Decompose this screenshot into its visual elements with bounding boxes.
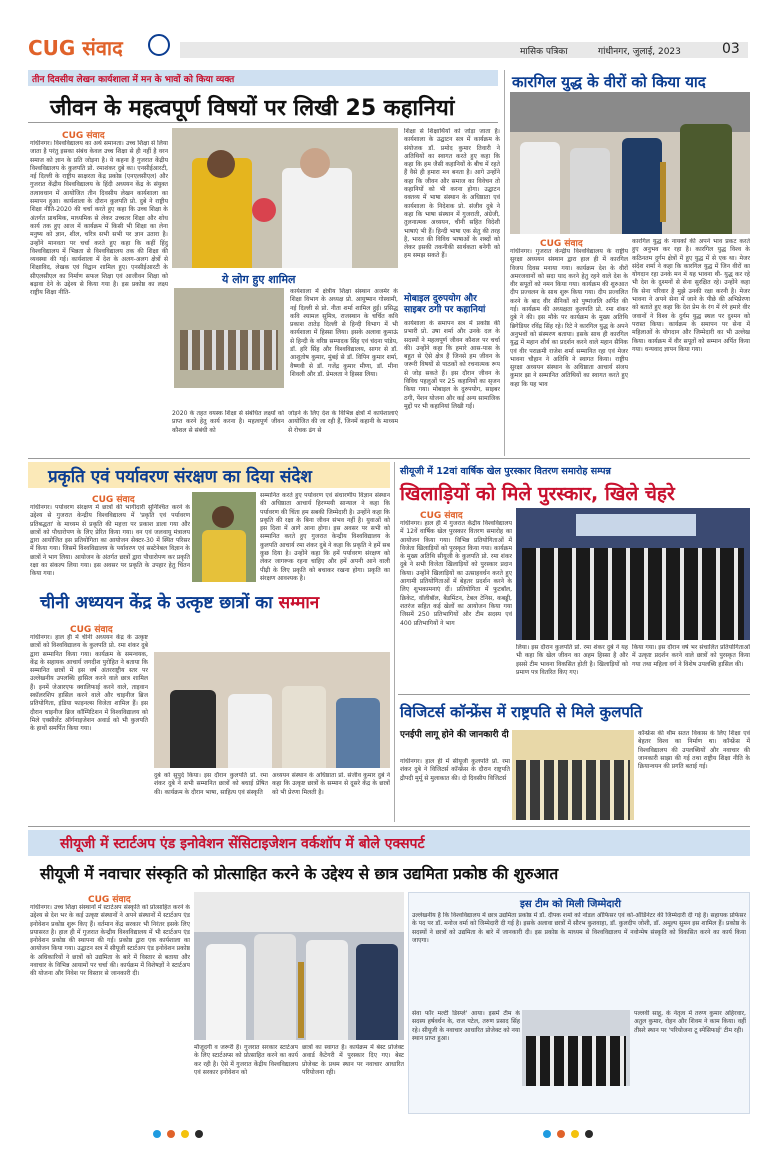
divider bbox=[398, 694, 750, 695]
footer-dots-right bbox=[540, 1130, 596, 1138]
masthead bbox=[0, 0, 770, 70]
startup-photo bbox=[194, 892, 404, 1040]
sports-byline-tag: CUG संवाद bbox=[420, 511, 463, 521]
visitors-photo bbox=[512, 730, 634, 820]
visitors-col-1: गांधीनगर। हाल ही में सीयूजी कुलपति प्रो. रमा शंकर दुबे ने विजिटर्स कॉन्फ्रेंस के दौरान राष्ट्रपति द्रौपदी मुर्मू से मुलाकात की। दो दिवसीय विजिटर्स bbox=[400, 758, 510, 782]
story-sub-headline: मोबाइल दुरुपयोग और साइबर ठगी पर कहानियां bbox=[404, 294, 486, 315]
caption-text: कार्यशाला में क्षेत्रीय शिक्षा संस्थान अजमेर के शिक्षा विभाग के अध्यक्ष प्रो. आयुष्मान गोस्वामी, नई दिल्ली से प्रो. नीता शर्मा शामिल हुईं। प्रसिद्ध कवि श्यामल सुमित्र, राजस्थान के चर्चित कवि प्रकाश तातेड़ दिल्ली से हिन्दी विभाग में भी कार्यशाला में हिस्सा लिया। इसके अलावा कुमाऊं से हिन्दी के वरिष्ठ सम्पादक सिंह एवं चंदना पांडेय, डॉ. हरि सिंह और विश्वविद्यालय, सागर से डॉ. आशुतोष कुमार, मुंबई से डॉ. विपिन कुमार शर्मा, वैष्णवी से डॉ. गजेंद्र कुमार मीणा, डॉ. मीना शिवली और डॉ. प्रेमलता ने हिस्सा लिया। bbox=[290, 288, 398, 378]
footer-dot bbox=[571, 1130, 579, 1138]
environment-headline: प्रकृति एवं पर्यावरण संरक्षण का दिया संदेश bbox=[48, 467, 312, 487]
person-figure bbox=[170, 690, 216, 768]
team-box-col-2: पल्लवी साहू, के नेतृत्व में तरुण कुमार अहिरवार, अतुल कुमार, रोहन और शिवम ने काम किया। वहीं तीसरे स्थान पर 'परियोजना टू स्पेसिफाई' टीम रही। bbox=[634, 1010, 746, 1034]
group-photo bbox=[174, 288, 284, 388]
environment-byline-tag: CUG संवाद bbox=[92, 495, 135, 505]
story-below-photo-b: जोड़ने के लिए देश के विभिन्न क्षेत्रों में कार्यशालाएं आयोजित की जा रही हैं, जिनमें कहानी के माध्यम से रोचक ढंग से bbox=[288, 410, 398, 434]
story-kicker: तीन दिवसीय लेखन कार्यशाला में मन के भावों को किया व्यक्त bbox=[32, 75, 235, 85]
lamp-icon bbox=[660, 162, 666, 222]
masthead-place-date: गांधीनगर, जुलाई, 2023 bbox=[598, 47, 681, 57]
sports-headline-a: खिलाड़ियों को मिले पुरस्कार, bbox=[400, 483, 599, 505]
chinese-headline bbox=[40, 590, 319, 613]
column-divider bbox=[394, 462, 395, 650]
visitors-sub: एनईपी लागू होने की जानकारी दी bbox=[400, 730, 509, 740]
story-col-3b: कार्यशाला के समापन सत्र में प्रकोष्ठ की प्रभारी प्रो. उषा शर्मा और उनके दल के सदस्यों ने महत्वपूर्ण जीवन कौशल पर चर्चा की। उन्होंने कहा कि हमारे आस-पास के बहुत से ऐसे क्षेत्र हैं जिनसे हम जीवन के जरूरी विषयों से पाठकों को रचनात्मक रूप से जोड़ सकते हैं। इस दौरान जीवन के विविध पहलुओं पर 25 कहानियों का सृजन किया गया। मोबाइल के दुरुपयोग, साइबर ठगी, पेंशन योजना और कई अन्य सामाजिक मुद्दों पर भी कहानियां लिखी गईं। bbox=[404, 320, 500, 410]
stage-backdrop bbox=[194, 892, 404, 932]
footer-dot bbox=[557, 1130, 565, 1138]
planting-photo bbox=[192, 492, 256, 582]
divider bbox=[28, 458, 750, 459]
person-figure bbox=[520, 142, 560, 234]
chinese-byline-tag: CUG संवाद bbox=[70, 625, 113, 635]
sports-col-2: लिया। इस दौरान कुलपति प्रो. रमा शंकर दुबे ने यह भी कहा कि खेल जीवन का अहम हिस्सा है और इससे टीम भावना विकसित होती है। खिलाड़ियों को प्रमाण पत्र वितरित किए गए। bbox=[516, 644, 628, 676]
column-divider bbox=[504, 70, 505, 456]
person-figure bbox=[282, 168, 352, 268]
footer-dot bbox=[195, 1130, 203, 1138]
divider bbox=[28, 826, 750, 827]
kargil-photo bbox=[510, 92, 750, 234]
story-col-1: गांधीनगर। विश्वविद्यालय का अर्थ समानता। उच्च शिक्षा से लिया जाता है परंतु इसका संबंध केवल उच्च शिक्षा से ही नहीं है वरन समाज को ज्ञान के प्रति जोड़ना है। ये कहना है गुजरात केंद्रीय विश्वविद्यालय के कुलपति प्रो. रमाशंकर दुबे का। एनसीईआरटी, नई दिल्ली के राष्ट्रीय साक्षरता केंद्र प्रकोष्ठ (एनएलसीएल) और गुजरात केंद्रीय विश्वविद्यालय के हिंदी अध्ययन केंद्र के संयुक्त तत्वावधान में आयोजित तीन दिवसीय लेखन कार्यशाला का समापन हुआ। कार्यशाला के दौरान कुलपति प्रो. दुबे ने राष्ट्रीय शिक्षा नीति-2020 की चर्चा करते हुए कहा कि उच्च शिक्षा के अंतर्गत प्राथमिक, माध्यमिक से लेकर उच्चतर शिक्षा और शोध कार्य तक हुए आज में कार्यक्रम में किसी भी शिक्षा का लेना मनुष्य को ज्ञान, शील, चरित्र सभी सभी पर ज्ञान उतारा है। उन्होंने मानवता पर चर्चा करते हुए कहा कि कहीं हिंदु विश्वविद्यालय में भिन्नता से विश्वविद्यालय तक की शिक्षा की व्यवस्था की गई। कार्यशाला में देश के अलग-अलग क्षेत्रों से शिक्षाविद, लेखक एवं विद्वान शामिल हुए। एनसीईआरटी के सीएलसीएल का निर्माण सफल शिक्षा एवं आजीवन शिक्षा को बढ़ावा देने के उद्देश्य से किया गया है। इस प्रकोष्ठ का लक्ष्य राष्ट्रीय शिक्षा नीति- bbox=[30, 140, 168, 297]
kargil-byline-tag: CUG संवाद bbox=[540, 239, 583, 249]
story-below-photo-a: 2020 के तहत वयस्क शिक्षा से संबंधित लक्ष्यों को प्राप्त करने हेतु कार्य करना है। महत्वपूर्ण जीवन कौशल से संबंधी को bbox=[172, 410, 284, 434]
lamp-icon bbox=[298, 962, 304, 1038]
environment-col-1: गांधीनगर। पर्यावरण संरक्षण में छात्रों की भागीदारी सुनिश्चित करने के उद्देश्य से गुजरात केन्द्रीय विश्वविद्यालय में 'प्रकृति एवं पर्यावरण प्रतिबद्धता' के माध्यम से प्रकृति की महत्ता पर प्रकाश डाला गया और छात्रों को पौधारोपण के लिए प्रेरित किया गया। वन एवं जलवायु मंत्रालय द्वारा आयोजित इस प्रतियोगिता का आयोजन सेक्टर-30 में स्थित परिसर में किया गया। जिसमें विश्वविद्यालय के पर्यावरण एवं सस्टेनेबल विज्ञान के छात्रों ने भाग लिया। आयोजन के अंतर्गत छात्रों द्वारा पौधारोपण कर प्रकृति रक्षा का संकल्प लिया गया। इस अवसर पर प्रकृति के उपहार हेतु चिंतन किया गया। bbox=[30, 504, 190, 578]
divider bbox=[28, 122, 498, 123]
delegate-row bbox=[516, 760, 630, 820]
person-figure bbox=[254, 934, 296, 1040]
sports-headline bbox=[400, 480, 675, 506]
person-figure bbox=[228, 694, 272, 768]
sports-kicker: सीयूजी में 12वां वार्षिक खेल पुरस्कार वितरण समारोह सम्पन्न bbox=[400, 466, 611, 477]
chinese-caption-b: अध्ययन संस्थान के अधिष्ठाता प्रो. संजीव कुमार दुबे ने कहा कि उत्कृष्ट छात्रों के सम्मान से दूसरे केंद्र के छात्रों को भी प्रेरणा मिलती है। bbox=[272, 772, 390, 796]
startup-byline-tag: CUG संवाद bbox=[88, 895, 131, 905]
brand-logo: CUG संवाद bbox=[28, 36, 123, 60]
environment-col-2: सम्मानित करते हुए पर्यावरण एवं संधारणीय विज्ञान संस्थान की अधिष्ठाता आचार्य हिरण्मयी सान्याल ने कहा कि पर्यावरण की चिंता हम सबकी जिम्मेदारी है। उन्होंने कहा कि प्रकृति की रक्षा के बिना जीवन संभव नहीं है। युवाओं को इस दिशा में आगे आना होगा। इस अवसर पर सभी को सम्मानित करते हुए गुजरात केन्द्रीय विश्वविद्यालय के कुलपति आचार्य रमा शंकर दुबे ने कहा कि प्रकृति ने हमें सब कुछ दिया है। उन्होंने कहा कि हमें पर्यावरण संरक्षण को लेकर जागरूक रहना चाहिए और हमें अपनी आने वाली पीढ़ी के लिए प्रकृति को बचाकर रखना होगा। प्रकृति का संरक्षण आवश्यक है। bbox=[260, 492, 390, 582]
team-row bbox=[526, 1036, 626, 1086]
startup-kicker: सीयूजी में स्टार्टअप एंड इनोवेशन सेंसिटाइजेशन वर्कशॉप में बोले एक्सपर्ट bbox=[60, 836, 425, 852]
person-figure bbox=[206, 944, 246, 1040]
masthead-subtitle: मासिक पत्रिका bbox=[520, 47, 568, 57]
startup-caption-b: छात्रों का स्वागत है। कार्यक्रम में बेस्ट प्रोजेक्ट अवार्ड कैटेगरी में पुरस्कार दिए गए। बेस्ट प्रोजेक्ट के प्रथम स्थान पर नवाचार आधारित परियोजना रही। bbox=[302, 1044, 404, 1076]
kargil-col-2: कारगिल युद्ध के नायकों की अपने भाव प्रकट करते हुए अनुभव कर रहा है। कारगिल युद्ध विश्व के कठिनतम दुर्गम क्षेत्रों में हुए युद्ध में से एक था। मेजर संदेश शर्मा ने कहा कि कारगिल युद्ध में जिन वीरों का योगदान रहा उनके मन में यह भावना थी- युद्ध कर रहे भी देश के दुश्मनों से सेना सुरक्षित रहे। उन्होंने कहा कि सेना परिवार है मुझे उनकी रक्षा करनी है। मेजर भावना ने अपने सेना में जाने के पीछे की अभिप्रेरणा को बताते हुए कहा कि देश प्रेम के रंग में रंगे हमारे वीर जवानों ने विश्व के दुर्गम युद्ध स्थल पर दुश्मन को परास्त किया। कार्यक्रम के समापन पर सेना में महिलाओं के योगदान और जिम्मेदारी का भी उल्लेख किया। कार्यक्रम में वीर सपूतों को सम्मान अर्पित किया गया। धन्यवाद ज्ञापन किया गया। bbox=[632, 238, 750, 353]
bouquet-icon bbox=[252, 198, 276, 222]
sports-col-3: किया गया। इस दौरान वर्ष भर संचालित प्रतियोगिताओं में उत्कृष्ट प्रदर्शन करने वाले छात्रों को पुरस्कृत किया गया तथा महिला वर्ग ने विशेष उपलब्धि हासिल की। bbox=[632, 644, 750, 668]
team-row bbox=[522, 548, 744, 640]
sports-photo bbox=[516, 508, 750, 640]
story-headline: जीवन के महत्वपूर्ण विषयों पर लिखी 25 कहानियां bbox=[50, 96, 455, 121]
person-figure bbox=[570, 148, 610, 234]
page-number: 03 bbox=[722, 41, 740, 57]
workshop-photo bbox=[172, 128, 398, 268]
kargil-headline: कारगिल युद्ध के वीरों को किया याद bbox=[512, 73, 706, 91]
person-figure bbox=[680, 124, 732, 234]
byline-tag: CUG संवाद bbox=[62, 131, 105, 141]
footer-dot bbox=[181, 1130, 189, 1138]
person-figure bbox=[306, 940, 348, 1040]
person-figure bbox=[622, 138, 662, 234]
person-head bbox=[207, 150, 235, 178]
sports-col-1: गांधीनगर। हाल ही में गुजरात केंद्रीय विश्वविद्यालय में 12वें वार्षिक खेल पुरस्कार वितरण समारोह का आयोजन किया गया। विभिन्न प्रतियोगिताओं में विजेता खिलाड़ियों को पुरस्कृत किया गया। कार्यक्रम के मुख्य अतिथि सीयूजी के कुलपति प्रो. रमा शंकर दुबे ने सभी विजेता खिलाड़ियों को पुरस्कार प्रदान किया। उन्होंने खिलाड़ियों का उत्साहवर्धन करते हुए आगामी प्रतियोगिताओं में बेहतर प्रदर्शन करने के लिए शुभकामनाएं दीं। प्रतियोगिता में फुटबॉल, क्रिकेट, वॉलीबॉल, बैडमिंटन, टेबल टेनिस, कबड्डी, शतरंज सहित कई खेलों का आयोजन किया गया जिसमें 250 प्रतिभागियों और टीम सदस्य एवं 400 प्रतिभागियों ने भाग bbox=[400, 520, 512, 627]
chinese-caption-a: दुबे को सुपुर्द किया। इस दौरान कुलपति प्रो. रमा शंकर दुबे ने सभी सम्मानित छात्रों को बधाई प्रेषित की। कार्यक्रम के दौरान भाषा, साहित्य एवं संस्कृति bbox=[154, 772, 268, 796]
visitors-col-2: कॉन्फ्रेंस की थीम सतत विकास के लिए शिक्षा एवं बेहतर विश्व का निर्माण था। कॉन्फ्रेंस में विश्वविद्यालय की उपलब्धियों और नवाचार की जानकारी साझा की गई तथा राष्ट्रीय शिक्षा नीति के क्रियान्वयन की प्रगति बताई गई। bbox=[638, 730, 750, 771]
chinese-headline-b: का bbox=[255, 593, 273, 613]
person-head bbox=[212, 506, 234, 528]
team-box-text: उल्लेखनीय है कि विश्वविद्यालय में छात्र उद्यमिता प्रकोष्ठ में डॉ. दीपक शर्मा को नोडल ऑफिसर एवं को-ऑर्डिनेटर की जिम्मेदारी दी गई है। सहायक प्रोफेसर के पद पर डॉ. मनोज वर्मा को जिम्मेदारी दी गई है। इसके अलावा छात्रों में सौरभ कुशवाहा, डॉ. कुलदीप जोशी, डॉ. अमूल्य सुमन इस शामिल हैं। प्रकोष्ठ के सदस्यों ने छात्रों को उद्यमिता के बारे में जानकारी दी। इस प्रकोष्ठ के माध्यम से विश्वविद्यालय में नवोन्मेष संस्कृति को विकसित करने का कार्य किया जाएगा। bbox=[412, 912, 746, 944]
chinese-photo bbox=[154, 652, 390, 768]
chinese-headline-c: सम्मान bbox=[278, 593, 320, 613]
person-figure bbox=[282, 686, 326, 768]
footer-dot bbox=[167, 1130, 175, 1138]
person-figure bbox=[336, 698, 380, 768]
startup-headline: सीयूजी में नवाचार संस्कृति को प्रोत्साहित करने के उद्देश्य से छात्र उद्यमिता प्रकोष्ठ की शुरुआत bbox=[40, 865, 559, 883]
footer-dot bbox=[543, 1130, 551, 1138]
footer-dots-left bbox=[150, 1130, 206, 1138]
group-people bbox=[180, 330, 278, 370]
person-figure bbox=[356, 944, 398, 1040]
kargil-col-1: गांधीनगर। गुजरात केन्द्रीय विश्वविद्यालय के राष्ट्रीय सुरक्षा अध्ययन संस्थान द्वारा हाल ही में कारगिल विजय दिवस मनाया गया। कार्यक्रम देश के वीरों अमरजवानों को सदा याद करने हेतु रहने वाले देश के वीर सपूतों को नमन किया गया। कार्यक्रम की शुरुआत दीप प्रज्वलन के साथ शुरू किया गया। दीप प्रज्वलित करने के बाद वीर सैनिकों को पुष्पांजलि अर्पित की गई। कार्यक्रम की अध्यक्षता कुलपति प्रो. रमा शंकर दुबे ने की। इस मौके पर कार्यक्रम के मुख्य अतिथि ब्रिगेडियर रविंद्र सिंह रहे। रिटे ने कारगिल युद्ध के अपने अनुभवों को संस्मरण बताया। इसके साथ ही कारगिल युद्ध में महान शौर्य का प्रदर्शन करने वाले महान सैनिक एवं वीर पराक्रमी राजेश शर्मा सम्मानित रहा एवं मेजर भावना चौहान ने अतिथि ने स्वागत किया। राष्ट्रीय सुरक्षा अध्ययन संस्थान के अधिष्ठाता आचार्य संजय कुमार झा ने सम्मानित अतिथियों का स्वागत करते हुए कहा कि यह भाव bbox=[510, 248, 628, 388]
team-box-title: इस टीम को मिली जिम्मेदारी bbox=[520, 899, 621, 910]
sports-headline-b: खिले चेहरे bbox=[604, 483, 675, 505]
team-box-col-1: सेवा फॉर मल्टी डिस्प्ले' आया। इसमें टीम के सदस्य हर्षवर्धन के, राज पटेल, तरुण प्रसाद सिंह रहे। सीयूजी के नवाचार आधारित प्रोजेक्ट को नया स्थान प्राप्त हुआ। bbox=[412, 1010, 520, 1042]
visitors-headline: विजिटर्स कॉन्फ्रेंस में राष्ट्रपति से मिले कुलपति bbox=[400, 703, 643, 721]
chinese-headline-a: चीनी अध्ययन केंद्र के उत्कृष्ट छात्रों bbox=[40, 593, 250, 613]
footer-dot bbox=[585, 1130, 593, 1138]
caption-title: ये लोग हुए शामिल bbox=[222, 273, 296, 286]
column-divider bbox=[394, 650, 395, 822]
team-photo bbox=[522, 1010, 630, 1086]
startup-caption-a: मौजूदगी व जरूरी है। गुजरात सरकार स्टार्टअप के लिए स्टार्टअप्स को प्रोत्साहित करने का कार्य कर रही है। ऐसे में गुजरात केंद्रीय विश्वविद्यालय एवं सरकार इनोवेशन को bbox=[194, 1044, 298, 1076]
chinese-col-1: गांधीनगर। हाल ही में चीनी अध्ययन केंद्र के उत्कृष्ट छात्रों को विश्वविद्यालय के कुलपति प्रो. रमा शंकर दुबे द्वारा सम्मानित किया गया। कार्यक्रम के समन्वयक, केंद्र के सहायक आचार्य जगदीश पुरोहित ने बताया कि सम्मानित छात्रों में इस वर्ष अंतरराष्ट्रीय स्तर पर उल्लेखनीय उपलब्धि हासिल करने वाले छात्र शामिल हैं। इनमें जेआरएफ क्वालिफाई करने वाले, ताइवान स्कॉलरशिप हासिल करने वाले और चाइनीज ब्रिज प्रतियोगिता, इंडिया फाइनल्स विजेता शामिल हैं। इस दौरान चाइनीज ब्रिज कॉम्पिटिशन में विश्वविद्यालय को मिले एक्सीलेंट ऑर्गनाइजेशन अवार्ड को भी कुलपति के हाथों समर्पित किया गया। bbox=[30, 634, 148, 733]
person-head bbox=[300, 148, 330, 178]
university-emblem-icon bbox=[148, 34, 170, 56]
footer-dot bbox=[153, 1130, 161, 1138]
story-col-3: शिक्षा से शिक्षार्थियों को जोड़ा जाता है। कार्यशाला के उद्घाटन सत्र में कार्यक्रम के संयोजक डॉ. प्रमोद कुमार तिवारी ने अतिथियों का स्वागत करते हुए कहा कि कहा कि हम जैसी कहानियों के बीच में रहते हैं वैसे ही हमारा मन बनता है। आगे उन्होंने कहा कि जीवन और समाज का विवेचन तो कहानियों को भी करना होगा। उद्घाटन वक्तव्य में भाषा संस्थान के अधिष्ठाता एवं कार्यशाला के निदेशक प्रो. संजीव दुबे ने कहा कि भाषा संस्थान में गुजराती, अंग्रेजी, तुलनात्मक अध्ययन, चीनी सहित विदेशी भाषाएं भी हैं। हिन्दी भाषा एक सेतु की तरह है, भारत की विविध भाषाओं के शब्दों को लेकर इसकी तकनीकी सार्थकता बनेगी को हम समझ सकते हैं। bbox=[404, 128, 500, 260]
person-figure bbox=[202, 530, 246, 582]
banner bbox=[576, 514, 696, 536]
startup-col-1: गांधीनगर। उच्च शिक्षा संस्थानों में स्टार्टअप संस्कृति को प्रोत्साहित करने के उद्देश्य से देश भर के कई उत्कृष्ट संस्थानों ने अपने संस्थानों में स्टार्टअप एंड इनोवेशन प्रकोष्ठ शुरू किए हैं। वर्तमान केंद्र सरकार भी निरंतर इसके लिए प्रयासरत है। हाल ही में गुजरात केन्द्रीय विश्वविद्यालय में भी स्टार्टअप एंड इनोवेशन प्रकोष्ठ की स्थापना की गई। प्रकोष्ठ द्वारा एक कार्यशाला का आयोजन किया गया। उद्घाटन सत्र में सीयूजी स्टार्टअप एंड इनोवेशन प्रकोष्ठ के अधिकारियों ने छात्रों को उद्यमिता के बारे में विस्तार से बताया और नवाचार के विभिन्न आयामों पर चर्चा की। कार्यक्रम में विशेषज्ञों ने स्टार्टअप की योजना और निवेश पर विस्तार से जानकारी दी। bbox=[30, 904, 190, 978]
